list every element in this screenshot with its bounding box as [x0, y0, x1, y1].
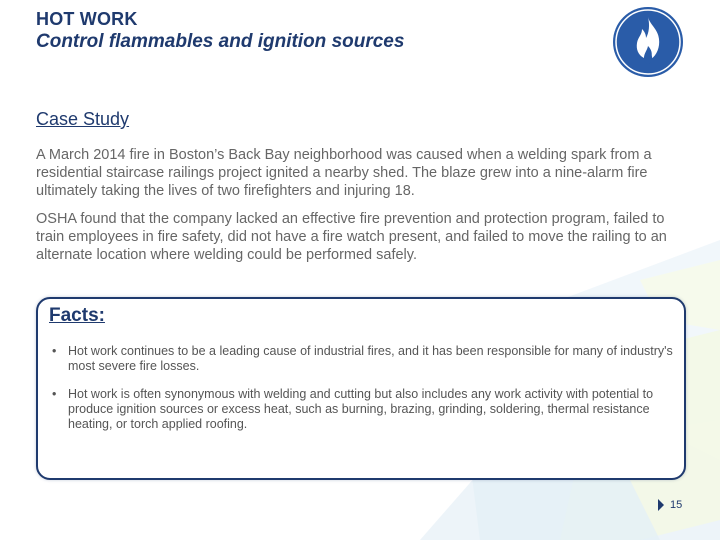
- bullet-icon: •: [52, 344, 57, 358]
- page-number: 15: [670, 499, 683, 511]
- bullet-icon: •: [52, 387, 57, 401]
- triangle-right-icon: [658, 499, 664, 511]
- list-item: [46, 387, 674, 432]
- fact-text: Hot work is often synonymous with welding and cutting but also includes any work activity with potential to produce ignition sources or excess heat, such as burning, brazing, grinding, soldering, thermal resistance heating, or torch applied roofing.: [68, 387, 654, 431]
- osha-findings-paragraph: OSHA found that the company lacked an effective fire prevention and protection program, failed to train employees in fire safety, did not have a fire watch present, and failed to move the railing to an alternate location where welding could be performed safely.: [36, 211, 667, 263]
- page-subtitle: Control flammables and ignition sources: [36, 31, 405, 52]
- facts-list: [46, 344, 674, 445]
- facts-heading: Facts:: [49, 305, 105, 326]
- case-study-heading: Case Study: [36, 109, 130, 129]
- page-number-indicator: [658, 497, 682, 513]
- fire-icon: [611, 5, 685, 79]
- page-title: HOT WORK: [36, 9, 138, 29]
- fact-text: Hot work continues to be a leading cause of industrial fires, and it has been responsible for many of industry's most severe fire losses.: [68, 344, 673, 373]
- list-item: [46, 344, 674, 374]
- case-study-paragraph: A March 2014 fire in Boston’s Back Bay neighborhood was caused when a welding spark from a residential staircase railings project ignited a nearby shed. The blaze grew into a nine-alarm fire ultimately taking the lives of two firefighters and injuring 18.: [36, 147, 652, 199]
- facts-box: [36, 297, 686, 480]
